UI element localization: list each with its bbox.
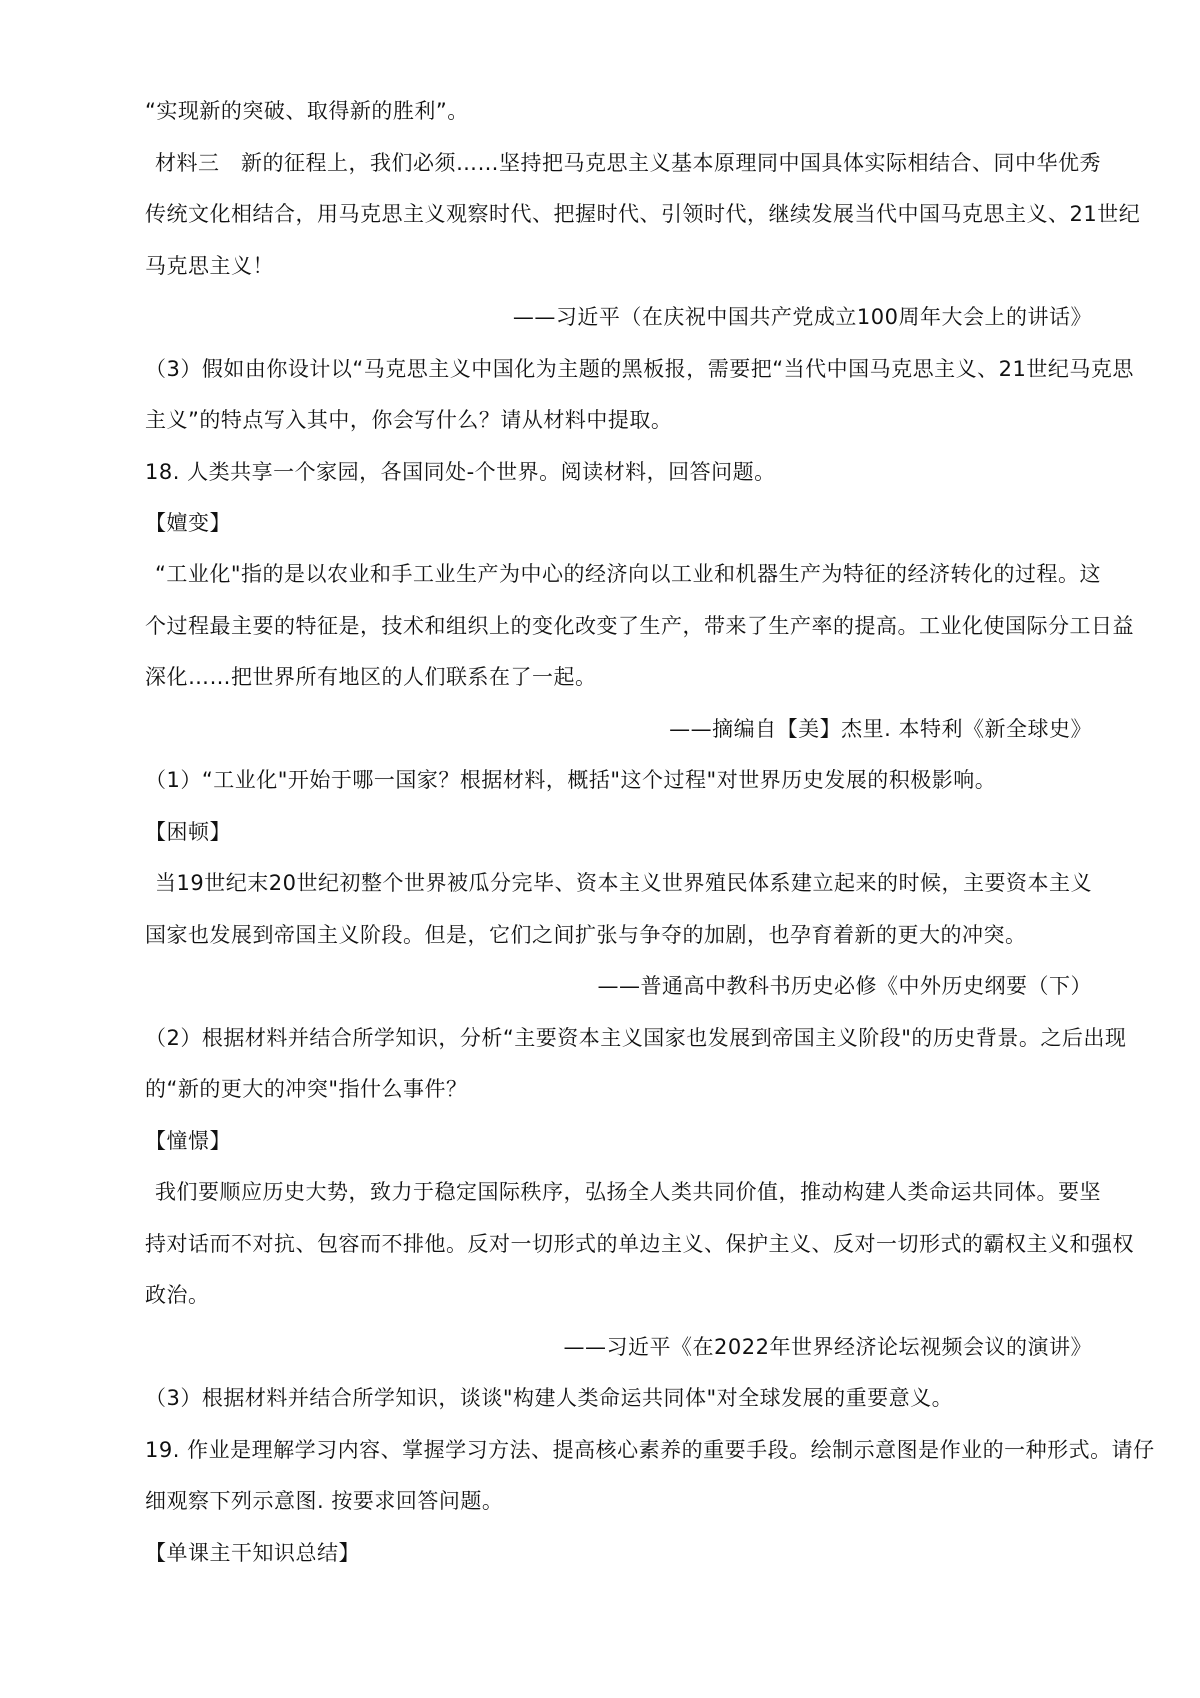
material-paragraph: 当19世纪末20世纪初整个世界被瓜分完毕、资本主义世界殖民体系建立起来的时候，主要资本主义 <box>155 871 1092 895</box>
question-text: （2）根据材料并结合所学知识，分析“主要资本主义国家也发展到帝国主义阶段"的历史背景。之后出现 <box>145 1026 1127 1050</box>
section-heading: 【单课主干知识总结】 <box>145 1541 360 1565</box>
source-citation: ——普通高中教科书历史必修《中外历史纲要（下） <box>597 974 1092 998</box>
material-paragraph: “工业化"指的是以农业和手工业生产为中心的经济向以工业和机器生产为特征的经济转化的过程。这 <box>155 562 1102 586</box>
material-paragraph: 深化……把世界所有地区的人们联系在了一起。 <box>145 665 597 689</box>
source-citation: ——摘编自【美】杰里. 本特利《新全球史》 <box>669 717 1092 741</box>
section-heading: 【嬗变】 <box>145 511 231 535</box>
material-paragraph: 国家也发展到帝国主义阶段。但是，它们之间扩张与争夺的加剧，也孕育着新的更大的冲突。 <box>145 923 1027 947</box>
material-paragraph: 传统文化相结合，用马克思主义观察时代、把握时代、引领时代，继续发展当代中国马克思主义、21世纪 <box>145 202 1141 226</box>
material-paragraph: 政治。 <box>145 1283 210 1307</box>
question-text: （3）根据材料并结合所学知识，谈谈"构建人类命运共同体"对全球发展的重要意义。 <box>145 1386 954 1410</box>
question-text: 主义”的特点写入其中，你会写什么？请从材料中提取。 <box>145 408 673 432</box>
source-citation: ——习近平《在2022年世界经济论坛视频会议的演讲》 <box>563 1335 1092 1359</box>
question-title: 18. 人类共享一个家园，各国同处-个世界。阅读材料，回答问题。 <box>145 460 776 484</box>
material-paragraph: 我们要顺应历史大势，致力于稳定国际秩序，弘扬全人类共同价值，推动构建人类命运共同体。要坚 <box>155 1180 1101 1204</box>
question-text: （1）“工业化"开始于哪一国家？根据材料，概括"这个过程"对世界历史发展的积极影响。 <box>145 768 997 792</box>
text-line: “实现新的突破、取得新的胜利”。 <box>145 99 469 123</box>
material-paragraph: 持对话而不对抗、包容而不排他。反对一切形式的单边主义、保护主义、反对一切形式的霸权主义和强权 <box>145 1232 1134 1256</box>
source-citation: ——习近平（在庆祝中国共产党成立100周年大会上的讲话》 <box>512 305 1092 329</box>
section-heading: 【憧憬】 <box>145 1129 231 1153</box>
material-paragraph: 材料三 新的征程上，我们必须……坚持把马克思主义基本原理同中国具体实际相结合、同中华优秀 <box>155 151 1101 175</box>
section-heading: 【困顿】 <box>145 820 231 844</box>
question-text: 的“新的更大的冲突"指什么事件？ <box>145 1077 468 1101</box>
question-title: 细观察下列示意图. 按要求回答问题。 <box>145 1489 504 1513</box>
material-paragraph: 马克思主义！ <box>145 254 274 278</box>
question-title: 19. 作业是理解学习内容、掌握学习方法、提高核心素养的重要手段。绘制示意图是作业的一种形式。请仔 <box>145 1438 1155 1462</box>
question-text: （3）假如由你设计以“马克思主义中国化为主题的黑板报，需要把“当代中国马克思主义、21世纪马克思 <box>145 357 1134 381</box>
material-paragraph: 个过程最主要的特征是，技术和组织上的变化改变了生产，带来了生产率的提高。工业化使国际分工日益 <box>145 614 1134 638</box>
